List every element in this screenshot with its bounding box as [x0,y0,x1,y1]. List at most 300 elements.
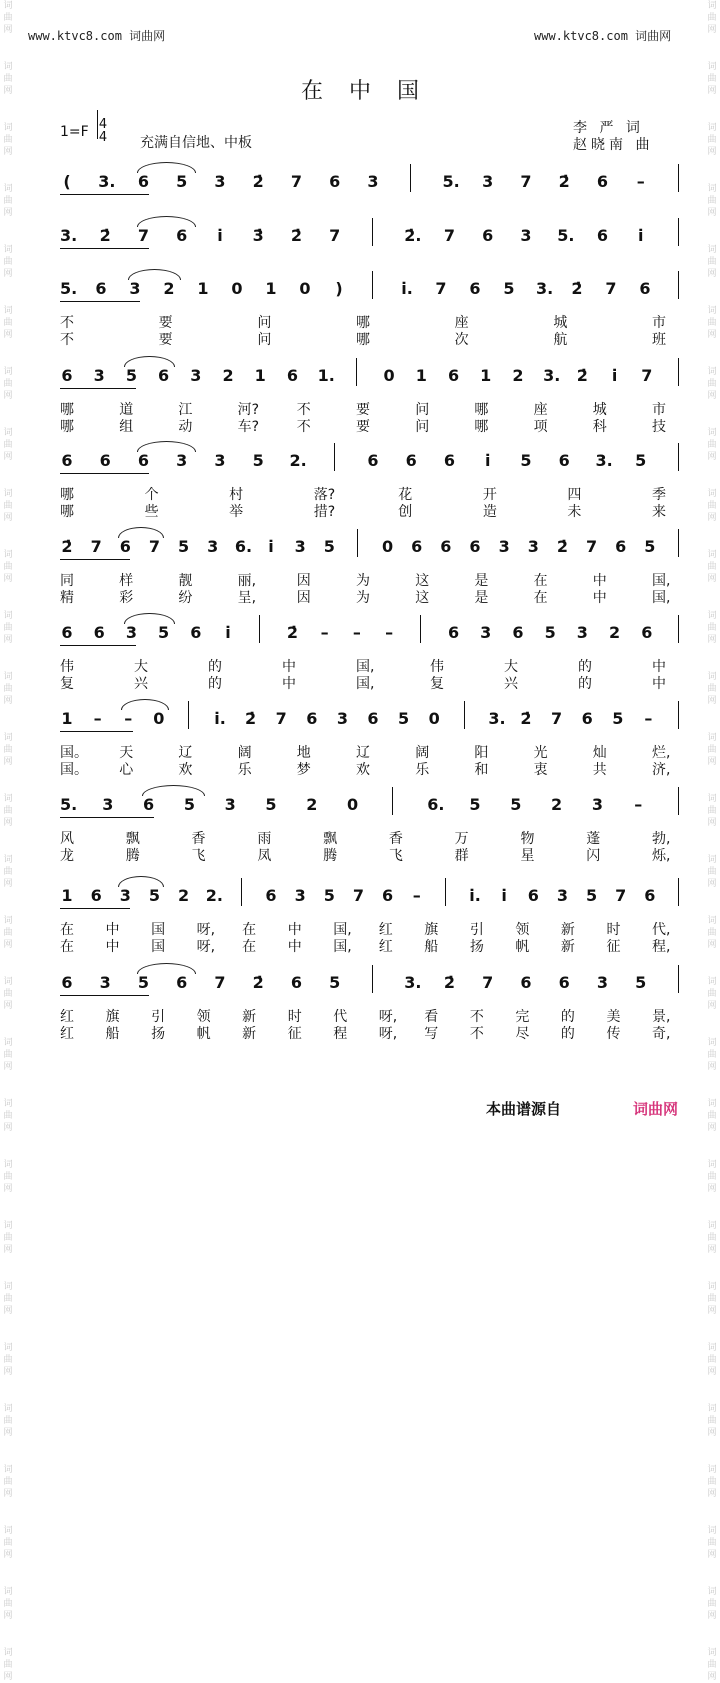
lyric-char: 船 [105,1026,120,1042]
lyric-char: 要 [158,332,173,348]
watermark-text: 词曲网 [707,123,717,157]
note: 6 [639,279,651,298]
beam-line [60,194,149,195]
lyric-char: 因 [296,573,311,589]
lyric-char: 红 [60,1009,74,1025]
note: 3 [294,537,306,556]
note: 3 [591,795,603,814]
watermark-text: 词曲网 [3,428,13,462]
note: 6 [190,623,202,642]
lyric-char: 程, [652,939,671,955]
lyric-char: 造 [482,504,497,520]
note: 7 [137,226,150,245]
lyric-char: 大 [504,659,518,675]
lyric-char: 问 [415,402,430,418]
lyric-char: 呀, [196,939,216,955]
lyric-char: 尽 [515,1026,530,1042]
note: 6 [158,366,170,385]
lyric-char: 来 [652,504,666,520]
note: 0 [231,279,243,298]
barline [372,218,373,246]
watermark-text: 词曲网 [707,1343,717,1377]
lyric-char: 要 [158,315,173,331]
slur-arc [137,216,196,227]
beam-line [60,473,149,474]
note: 7 [290,172,303,191]
lyrics-verse-1 [0,659,720,675]
watermark-text: 词曲网 [707,306,717,340]
slur-arc [137,162,196,173]
note: 5. [60,795,78,814]
key-signature: 1=F [60,124,89,140]
note: 6 [119,537,131,556]
note: 6 [469,279,481,298]
barline [241,878,242,906]
lyric-char: 扬 [151,1026,166,1042]
note: 3 [102,795,114,814]
lyrics-verse-2 [0,848,720,864]
lyric-char: 雨 [257,831,272,847]
note: 3. [595,451,613,470]
beam-line [60,995,149,996]
lyric-char: 这 [415,573,430,589]
lyric-char: 兴 [134,676,148,692]
lyric-char: 哪 [474,402,489,418]
lyric-char: 光 [533,745,548,761]
lyric-char: 香 [191,831,206,847]
lyric-char: 样 [119,573,134,589]
note: 3. [543,366,561,385]
note: 2 [306,795,318,814]
lyric-char: 这 [415,590,430,606]
barline [678,218,679,246]
note: 6 [367,709,379,728]
notes-row [0,623,720,645]
beam-line [60,908,130,909]
lyric-char: 旗 [105,1009,120,1025]
lyric-char: 航 [553,332,568,348]
site-url-left[interactable]: www.ktvc8.com 词曲网 [28,29,166,43]
note: 2 [163,279,175,298]
notes-row [0,709,720,731]
watermark-text: 词曲网 [3,1343,13,1377]
lyric-char: 科 [592,419,607,435]
lyric-char: 红 [378,922,393,938]
lyric-char: 车? [237,419,260,435]
lyric-char: 国 [151,922,166,938]
time-signature: 4 4 [97,118,109,144]
note: 6 [329,172,341,191]
barline [678,271,679,299]
lyric-char: 烁, [652,848,671,864]
note: 7 [585,537,598,556]
lyric-char: 班 [652,332,666,348]
note: 1 [480,366,492,385]
lyric-char: 哪 [60,419,74,435]
note: 3 [596,973,609,992]
note: i̇. [214,709,226,728]
note: 5 [125,366,137,385]
note: i̇ [485,451,491,470]
watermark-text: 词曲网 [707,672,717,706]
song-title: 在中国 [300,79,445,104]
slur-arc [118,527,164,538]
lyric-char: 国。 [60,762,88,778]
note: 7 [148,537,160,556]
note: 6 [520,973,532,992]
slur-arc [128,269,181,280]
note: 7 [275,709,287,728]
lyric-char: 座 [454,315,469,331]
note: 7 [641,366,653,385]
note: 7 [615,886,627,905]
note: – [644,709,653,728]
lyric-char: 中 [652,659,666,675]
lyric-char: 国, [333,939,352,955]
lyric-char: 哪 [60,402,74,418]
watermark-text: 词曲网 [3,1038,13,1072]
lyric-char: 飞 [388,848,403,864]
watermark-text: 词曲网 [707,916,717,950]
watermark-text: 词曲网 [707,1160,717,1194]
note: 3. [60,226,78,245]
lyric-char: 河? [237,402,260,418]
note: 5 [398,709,410,728]
slur-arc [121,699,169,710]
note: 5 [469,795,481,814]
lyric-char: 精 [60,590,74,606]
notes-row [0,226,720,248]
slur-arc [137,963,196,974]
beam-line [60,559,130,560]
note: 2. [289,451,307,470]
watermark-text: 词曲网 [3,1465,13,1499]
lyrics-verse-1 [0,487,720,503]
note: 6 [440,537,452,556]
lyric-char: 未 [567,504,582,520]
lyric-char: 星 [520,848,535,864]
lyric-char: 座 [533,402,548,418]
barline [678,358,679,386]
watermark-text: 词曲网 [707,550,717,584]
lyrics-verse-2 [0,939,720,955]
lyric-char: 济, [652,762,671,778]
watermark-text: 词曲网 [3,245,13,279]
note: 3 [224,795,236,814]
note: 3 [498,537,510,556]
lyric-char: 领 [196,1009,211,1025]
note: 2̇ [556,537,568,556]
note: 6 [61,451,73,470]
note: 5 [329,973,341,992]
lyric-char: 传 [606,1026,621,1042]
lyric-char: 中 [282,676,296,692]
note: 6 [290,973,303,992]
note: 5 [323,886,335,905]
note: 5 [544,623,556,642]
barline [464,701,465,729]
note: 3. [98,172,116,191]
watermark-text: 词曲网 [3,550,13,584]
note: 3. [488,709,506,728]
note: 6 [581,709,593,728]
watermark-text: 词曲网 [707,1282,717,1316]
lyric-char: 的 [578,676,592,692]
note: 2̇ [61,537,73,556]
lyric-char: 飘 [323,831,338,847]
barline [678,965,679,993]
lyric-char: 地 [296,745,311,761]
lyric-char: 举 [229,504,244,520]
note: 5 [158,623,170,642]
note: 6 [137,172,150,191]
lyric-char: 村 [229,487,244,503]
watermark-text: 词曲网 [3,794,13,828]
note: 6 [61,973,73,992]
watermark-text: 词曲网 [3,306,13,340]
barline [188,701,189,729]
lyric-char: 在 [60,922,74,938]
lyric-char: 城 [553,315,568,331]
lyric-char: 是 [474,590,489,606]
lyric-char: 季 [652,487,666,503]
watermark-text: 词曲网 [707,1587,717,1621]
note: 3 [93,366,105,385]
note: ) [335,279,343,298]
lyric-char: 心 [119,762,134,778]
lyric-char: 国。 [60,745,88,761]
lyric-char: 在 [533,573,548,589]
lyric-char: 腾 [323,848,338,864]
lyric-char: 写 [424,1026,439,1042]
lyric-char: 为 [356,573,370,589]
lyric-char: 征 [606,939,621,955]
watermark-text: 词曲网 [3,855,13,889]
site-logo[interactable]: 词曲网 [633,1100,679,1118]
lyric-char: 创 [398,504,413,520]
lyric-char: 靓 [178,573,193,589]
lyric-char: 在 [60,939,74,955]
lyric-char: 衷 [533,762,548,778]
lyric-char: 技 [652,419,666,435]
note: 2. [205,886,223,905]
lyric-char: 次 [454,332,469,348]
note: 3 [214,172,226,191]
lyric-char: 道 [119,402,134,418]
note: 6 [405,451,417,470]
lyric-char: 在 [242,922,257,938]
note: 7 [551,709,563,728]
watermark-text: 词曲网 [3,1587,13,1621]
note: 6 [596,172,609,191]
watermark-text: 词曲网 [3,367,13,401]
note: 7 [520,172,532,191]
note: 5 [252,451,264,470]
lyric-char: 要 [356,419,370,435]
note: 6 [558,973,570,992]
lyric-char: 落? [313,487,336,503]
note: i̇ [217,226,223,245]
lyric-char: 的 [578,659,592,675]
note: 6. [427,795,445,814]
note: 6 [61,623,73,642]
lyric-char: 市 [652,402,666,418]
note: 5 [520,451,532,470]
note: 5 [612,709,624,728]
note: i̇ [611,366,618,385]
note: 3 [480,623,492,642]
barline [410,164,411,192]
lyric-char: 帆 [515,939,530,955]
lyric-char: 新 [560,939,575,955]
lyric-char: 些 [144,504,159,520]
note: 7 [329,226,341,245]
note: 3 [129,279,141,298]
watermark-text: 词曲网 [707,1038,717,1072]
lyric-char: 烂, [652,745,671,761]
note: 6 [367,451,379,470]
note: 2̇ [252,172,264,191]
watermark-text: 词曲网 [3,1282,13,1316]
note: 3 [367,172,379,191]
lyrics-verse-2 [0,332,720,348]
barline [678,615,679,643]
note: 6 [176,226,188,245]
note: 6 [512,623,524,642]
note: 2̇. [404,226,422,245]
note: 3. [536,279,554,298]
lyricist-credit: 李 严 词 [573,120,644,136]
note: 0 [381,537,394,556]
note: – [412,886,421,905]
watermark-text: 词曲网 [707,245,717,279]
watermark-text: 词曲网 [3,672,13,706]
lyric-char: 不 [296,402,311,418]
lyric-char: 问 [415,419,430,435]
lyric-char: 辽 [356,745,370,761]
note: 6 [527,886,539,905]
lyric-char: 时 [287,1009,302,1025]
lyric-char: 飘 [125,831,140,847]
lyric-char: 纷 [178,590,193,606]
lyric-char: 国, [356,676,375,692]
note: 5 [183,795,195,814]
lyric-char: 腾 [125,848,140,864]
watermark-text: 词曲网 [3,733,13,767]
watermark-text: 词曲网 [3,611,13,645]
note: 6 [411,537,423,556]
note: 6 [381,886,394,905]
note: 7 [214,973,226,992]
site-url-right[interactable]: www.ktvc8.com 词曲网 [534,29,672,43]
watermark-text: 词曲网 [707,855,717,889]
note: 3 [527,537,539,556]
lyric-char: 为 [356,590,370,606]
lyric-char: 复 [60,676,74,692]
lyric-char: 领 [515,922,530,938]
lyric-char: 国, [356,659,375,675]
lyric-char: 美 [606,1009,621,1025]
note: 0 [153,709,165,728]
note: 3 [207,537,219,556]
barline [678,878,679,906]
lyric-char: 和 [474,762,489,778]
note: 6 [469,537,481,556]
note: 0 [347,795,359,814]
lyric-char: 完 [515,1009,530,1025]
watermark-text: 词曲网 [3,1648,13,1682]
note: i̇. [401,279,413,298]
note: 2̇ [252,973,264,992]
lyric-char: 群 [454,848,469,864]
barline [356,358,357,386]
beam-line [60,388,136,389]
lyric-char: 欢 [178,762,193,778]
note: 0 [299,279,311,298]
lyric-char: 扬 [469,939,484,955]
lyric-char: 物 [520,831,535,847]
beam-line [60,645,136,646]
note: 5. [442,172,460,191]
note: 6 [644,886,656,905]
lyric-char: 措? [313,504,336,520]
slur-arc [118,876,164,887]
lyric-char: 新 [560,922,575,938]
lyric-char: 乐 [237,762,252,778]
note: ( [63,172,71,191]
lyric-char: 不 [296,419,311,435]
lyrics-verse-1 [0,402,720,418]
lyric-char: 哪 [474,419,489,435]
note: 5 [323,537,335,556]
watermark-text: 词曲网 [707,489,717,523]
lyric-char: 程 [333,1026,348,1042]
note: 3 [556,886,568,905]
note: – [634,795,643,814]
note: 7 [482,973,494,992]
lyric-char: 飞 [191,848,206,864]
note: 1. [317,366,335,385]
barline [357,529,358,557]
notes-row [0,451,720,473]
note: 2 [512,366,524,385]
watermark-text: 词曲网 [707,62,717,96]
note: 5. [60,279,78,298]
note: 2̇ [290,226,303,245]
lyric-char: 看 [424,1009,439,1025]
lyric-char: 不 [469,1009,484,1025]
note: 7 [90,537,102,556]
lyric-char: 四 [567,487,582,503]
lyric-char: 哪 [356,315,370,331]
note: 3 [190,366,202,385]
lyric-char: 中 [282,659,296,675]
watermark-text: 词曲网 [3,184,13,218]
lyric-char: 哪 [60,504,74,520]
lyric-char: 中 [287,922,302,938]
lyric-char: 是 [474,573,489,589]
watermark-text: 词曲网 [707,184,717,218]
watermark-text: 词曲网 [707,977,717,1011]
lyric-char: 旗 [424,922,439,938]
lyric-char: 花 [398,487,413,503]
note: 5 [503,279,515,298]
watermark-text: 词曲网 [707,367,717,401]
lyric-char: 的 [208,659,222,675]
lyric-char: 因 [296,590,311,606]
lyric-char: 景, [652,1009,671,1025]
note: 3 [336,709,348,728]
